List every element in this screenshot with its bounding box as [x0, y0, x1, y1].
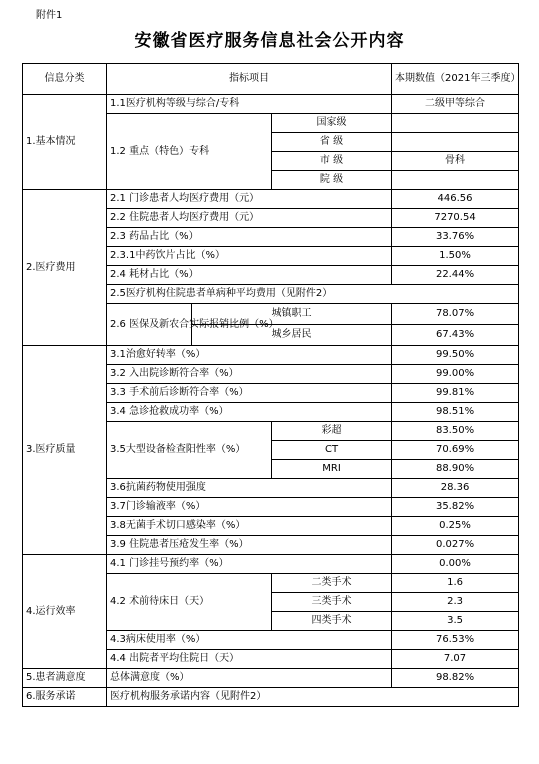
indicator-label: 2.1 门诊患者人均医疗费用（元）	[107, 190, 392, 209]
header-indicator: 指标项目	[107, 64, 392, 95]
sub-label: 院 级	[272, 171, 392, 190]
indicator-label: 2.5医疗机构住院患者单病种平均费用（见附件2）	[107, 285, 519, 304]
sub-label: 省 级	[272, 133, 392, 152]
attachment-label: 附件1	[36, 10, 63, 21]
indicator-value: 78.07%	[392, 304, 519, 325]
indicator-value: 33.76%	[392, 228, 519, 247]
table-row	[23, 346, 519, 365]
indicator-label: 医疗机构服务承诺内容（见附件2）	[107, 688, 519, 707]
indicator-value: 88.90%	[392, 460, 519, 479]
indicator-value: 1.6	[392, 574, 519, 593]
indicator-label: 3.3 手术前后诊断符合率（%）	[107, 384, 392, 403]
indicator-value: 0.027%	[392, 536, 519, 555]
indicator-value: 二级甲等综合	[392, 95, 519, 114]
table-row	[23, 190, 519, 209]
indicator-value: 99.00%	[392, 365, 519, 384]
indicator-label: 4.2 术前待床日（天）	[107, 574, 272, 631]
indicator-value: 76.53%	[392, 631, 519, 650]
indicator-value: 83.50%	[392, 422, 519, 441]
disclosure-table	[22, 63, 519, 707]
indicator-value: 99.81%	[392, 384, 519, 403]
indicator-value: 7.07	[392, 650, 519, 669]
sub-label: 彩超	[272, 422, 392, 441]
indicator-label: 2.4 耗材占比（%）	[107, 266, 392, 285]
page-title: 安徽省医疗服务信息社会公开内容	[134, 31, 405, 51]
indicator-label: 总体满意度（%）	[107, 669, 392, 688]
indicator-label: 1.1医疗机构等级与综合/专科	[107, 95, 392, 114]
indicator-value: 0.00%	[392, 555, 519, 574]
indicator-label: 3.8无菌手术切口感染率（%）	[107, 517, 392, 536]
header-value: 本期数值（2021年三季度）	[392, 64, 519, 95]
indicator-value: 3.5	[392, 612, 519, 631]
indicator-label: 4.3病床使用率（%）	[107, 631, 392, 650]
indicator-label: 2.2 住院患者人均医疗费用（元）	[107, 209, 392, 228]
indicator-label: 3.7门诊输液率（%）	[107, 498, 392, 517]
indicator-label: 2.6 医保及新农合实际报销比例（%）	[107, 304, 192, 346]
sub-label: 城镇职工	[192, 304, 392, 325]
category-cost: 2.医疗费用	[23, 190, 107, 346]
sub-label: CT	[272, 441, 392, 460]
indicator-value	[392, 114, 519, 133]
category-quality: 3.医疗质量	[23, 346, 107, 555]
indicator-value: 98.82%	[392, 669, 519, 688]
category-operation: 4.运行效率	[23, 555, 107, 669]
table-row	[23, 688, 519, 707]
indicator-value: 7270.54	[392, 209, 519, 228]
indicator-label: 1.2 重点（特色）专科	[107, 114, 272, 190]
indicator-label: 2.3 药品占比（%）	[107, 228, 392, 247]
table-row	[23, 95, 519, 114]
indicator-value: 1.50%	[392, 247, 519, 266]
table-row	[23, 669, 519, 688]
indicator-label: 4.1 门诊挂号预约率（%）	[107, 555, 392, 574]
sub-label: MRI	[272, 460, 392, 479]
indicator-value: 35.82%	[392, 498, 519, 517]
indicator-label: 3.6抗菌药物使用强度	[107, 479, 392, 498]
header-category: 信息分类	[23, 64, 107, 95]
table-row	[23, 555, 519, 574]
category-service: 6.服务承诺	[23, 688, 107, 707]
sub-label: 城乡居民	[192, 325, 392, 346]
indicator-value: 446.56	[392, 190, 519, 209]
indicator-label: 4.4 出院者平均住院日（天）	[107, 650, 392, 669]
indicator-value	[392, 133, 519, 152]
indicator-value	[392, 171, 519, 190]
indicator-label: 3.1治愈好转率（%）	[107, 346, 392, 365]
indicator-value: 22.44%	[392, 266, 519, 285]
indicator-value: 70.69%	[392, 441, 519, 460]
indicator-value: 98.51%	[392, 403, 519, 422]
indicator-label: 3.5大型设备检查阳性率（%）	[107, 422, 272, 479]
indicator-value: 2.3	[392, 593, 519, 612]
indicator-value: 0.25%	[392, 517, 519, 536]
category-basic: 1.基本情况	[23, 95, 107, 190]
indicator-value: 99.50%	[392, 346, 519, 365]
category-satisfaction: 5.患者满意度	[23, 669, 107, 688]
indicator-label: 3.9 住院患者压疮发生率（%）	[107, 536, 392, 555]
indicator-label: 3.2 入出院诊断符合率（%）	[107, 365, 392, 384]
sub-label: 国家级	[272, 114, 392, 133]
indicator-value: 骨科	[392, 152, 519, 171]
indicator-value: 67.43%	[392, 325, 519, 346]
sub-label: 二类手术	[272, 574, 392, 593]
header-row	[23, 64, 519, 95]
sub-label: 三类手术	[272, 593, 392, 612]
sub-label: 四类手术	[272, 612, 392, 631]
indicator-label: 2.3.1中药饮片占比（%）	[107, 247, 392, 266]
sub-label: 市 级	[272, 152, 392, 171]
indicator-value: 28.36	[392, 479, 519, 498]
indicator-label: 3.4 急诊抢救成功率（%）	[107, 403, 392, 422]
